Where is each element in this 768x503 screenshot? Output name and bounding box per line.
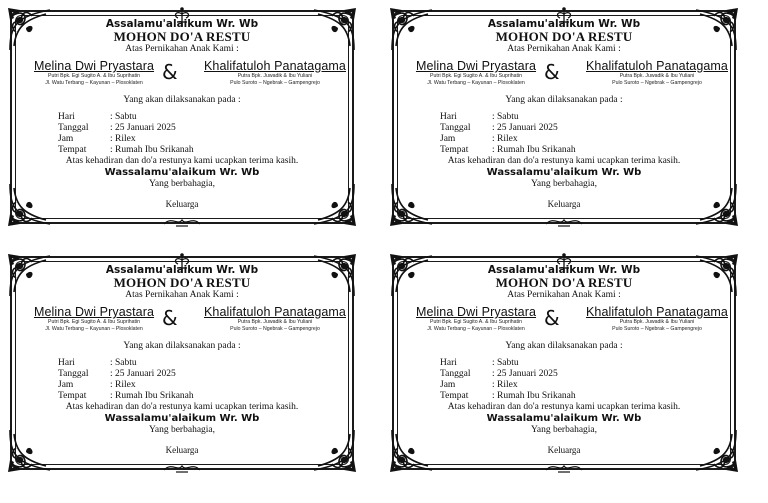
- groom-parents: Putra Bpk. Juwadik & Ibu Yuliani: [237, 319, 313, 325]
- held-text: Yang akan dilaksanakan pada :: [123, 95, 241, 105]
- held-text: Yang akan dilaksanakan pada :: [123, 341, 241, 351]
- ampersand: &: [162, 306, 178, 330]
- bride-block: [24, 59, 164, 87]
- card-content: [388, 264, 740, 474]
- detail-row: [440, 369, 740, 380]
- detail-row: [58, 123, 358, 134]
- closing-greeting: Wassalamu'alaikum Wr. Wb: [486, 413, 642, 424]
- invitation-card: [388, 6, 740, 228]
- detail-row: [58, 134, 358, 145]
- ampersand: &: [162, 60, 178, 84]
- groom-address: Pulo Suroto – Ngebrak – Gampengrejo: [612, 80, 702, 86]
- detail-label: Hari: [58, 112, 75, 122]
- card-subtitle: Atas Pernikahan Anak Kami :: [507, 44, 621, 54]
- detail-label: Tempat: [440, 145, 469, 155]
- detail-value: : 25 Januari 2025: [110, 369, 176, 379]
- family-signature: Keluarga: [165, 445, 199, 455]
- bride-address: Jl. Watu Terbang – Kayunan – Plosoklaten: [45, 326, 143, 332]
- greeting: Assalamu'alaikum Wr. Wb: [487, 18, 641, 30]
- card-title: MOHON DO'A RESTU: [495, 275, 633, 290]
- closing-greeting: Wassalamu'alaikum Wr. Wb: [486, 167, 642, 178]
- groom-block: [582, 305, 732, 333]
- groom-address: Pulo Suroto – Ngebrak – Gampengrejo: [230, 80, 320, 86]
- ampersand: &: [544, 60, 560, 84]
- family-signature: Keluarga: [547, 445, 581, 455]
- detail-row: [440, 380, 740, 391]
- event-details: [58, 358, 358, 402]
- closing-text: Atas kehadiran dan do'a restunya kami ucapkan terima kasih.: [65, 156, 299, 166]
- groom-parents: Putra Bpk. Juwadik & Ibu Yuliani: [237, 73, 313, 79]
- groom-address: Pulo Suroto – Ngebrak – Gampengrejo: [612, 326, 702, 332]
- detail-value: : Rilex: [110, 380, 136, 390]
- detail-row: [440, 358, 740, 369]
- detail-row: [440, 134, 740, 145]
- closing-text: Atas kehadiran dan do'a restunya kami ucapkan terima kasih.: [65, 402, 299, 412]
- card-subtitle: Atas Pernikahan Anak Kami :: [507, 290, 621, 300]
- couple-names: [6, 303, 358, 339]
- detail-label: Hari: [440, 112, 457, 122]
- detail-label: Hari: [58, 358, 75, 368]
- signoff-text: Yang berbahagia,: [148, 179, 216, 189]
- detail-value: : Rumah Ibu Srikanah: [110, 391, 194, 401]
- groom-parents: Putra Bpk. Juwadik & Ibu Yuliani: [619, 319, 695, 325]
- card-subtitle: Atas Pernikahan Anak Kami :: [125, 44, 239, 54]
- family-signature: Keluarga: [165, 199, 199, 209]
- bride-address: Jl. Watu Terbang – Kayunan – Plosoklaten: [427, 326, 525, 332]
- groom-name: Khalifatuloh Panatagama: [204, 305, 346, 319]
- detail-value: : Rilex: [492, 134, 518, 144]
- detail-label: Tanggal: [58, 369, 89, 379]
- bride-name: Melina Dwi Pryastara: [415, 59, 537, 73]
- detail-label: Jam: [58, 134, 74, 144]
- signoff-text: Yang berbahagia,: [530, 179, 598, 189]
- closing-greeting: Wassalamu'alaikum Wr. Wb: [104, 413, 260, 424]
- couple-names: [6, 57, 358, 93]
- groom-name: Khalifatuloh Panatagama: [586, 305, 728, 319]
- groom-block: [200, 59, 350, 87]
- detail-value: : Sabtu: [110, 358, 137, 368]
- detail-value: : 25 Januari 2025: [492, 369, 558, 379]
- couple-names: [388, 303, 740, 339]
- detail-label: Tanggal: [440, 369, 471, 379]
- card-title: MOHON DO'A RESTU: [495, 29, 633, 44]
- closing-text: Atas kehadiran dan do'a restunya kami ucapkan terima kasih.: [447, 402, 681, 412]
- detail-value: : Sabtu: [492, 112, 519, 122]
- signoff-text: Yang berbahagia,: [530, 425, 598, 435]
- bride-block: [406, 305, 546, 333]
- detail-value: : Sabtu: [110, 112, 137, 122]
- bride-address: Jl. Watu Terbang – Kayunan – Plosoklaten: [427, 80, 525, 86]
- card-content: [388, 18, 740, 228]
- bride-name: Melina Dwi Pryastara: [33, 59, 155, 73]
- bride-parents: Putri Bpk. Egi Sugito A. & Ibu Suprihatin: [48, 73, 140, 79]
- bride-name: Melina Dwi Pryastara: [415, 305, 537, 319]
- bride-block: [24, 305, 164, 333]
- groom-parents: Putra Bpk. Juwadik & Ibu Yuliani: [619, 73, 695, 79]
- detail-row: [440, 123, 740, 134]
- detail-row: [58, 145, 358, 156]
- invitation-card: [6, 252, 358, 474]
- detail-row: [440, 391, 740, 402]
- detail-label: Tanggal: [440, 123, 471, 133]
- bride-parents: Putri Bpk. Egi Sugito A. & Ibu Suprihatin: [430, 319, 522, 325]
- detail-label: Hari: [440, 358, 457, 368]
- detail-row: [58, 112, 358, 123]
- detail-row: [58, 380, 358, 391]
- bride-parents: Putri Bpk. Egi Sugito A. & Ibu Suprihatin: [430, 73, 522, 79]
- groom-address: Pulo Suroto – Ngebrak – Gampengrejo: [230, 326, 320, 332]
- held-text: Yang akan dilaksanakan pada :: [505, 95, 623, 105]
- detail-value: : Rilex: [492, 380, 518, 390]
- detail-value: : Rumah Ibu Srikanah: [110, 145, 194, 155]
- detail-label: Tempat: [440, 391, 469, 401]
- couple-names: [388, 57, 740, 93]
- bride-block: [406, 59, 546, 87]
- closing-text: Atas kehadiran dan do'a restunya kami ucapkan terima kasih.: [447, 156, 681, 166]
- held-text: Yang akan dilaksanakan pada :: [505, 341, 623, 351]
- family-signature: Keluarga: [547, 199, 581, 209]
- detail-row: [440, 112, 740, 123]
- greeting: Assalamu'alaikum Wr. Wb: [487, 264, 641, 276]
- card-content: [6, 264, 358, 474]
- detail-value: : 25 Januari 2025: [110, 123, 176, 133]
- detail-label: Jam: [440, 380, 456, 390]
- detail-value: : Rilex: [110, 134, 136, 144]
- groom-block: [582, 59, 732, 87]
- detail-label: Tanggal: [58, 123, 89, 133]
- detail-label: Jam: [440, 134, 456, 144]
- invitation-card: [388, 252, 740, 474]
- greeting: Assalamu'alaikum Wr. Wb: [105, 264, 259, 276]
- invitation-card: [6, 6, 358, 228]
- greeting: Assalamu'alaikum Wr. Wb: [105, 18, 259, 30]
- signoff-text: Yang berbahagia,: [148, 425, 216, 435]
- detail-label: Jam: [58, 380, 74, 390]
- groom-block: [200, 305, 350, 333]
- detail-value: : Rumah Ibu Srikanah: [492, 145, 576, 155]
- card-subtitle: Atas Pernikahan Anak Kami :: [125, 290, 239, 300]
- card-title: MOHON DO'A RESTU: [113, 275, 251, 290]
- event-details: [440, 358, 740, 402]
- card-content: [6, 18, 358, 228]
- event-details: [440, 112, 740, 156]
- ampersand: &: [544, 306, 560, 330]
- bride-name: Melina Dwi Pryastara: [33, 305, 155, 319]
- detail-row: [58, 358, 358, 369]
- detail-row: [58, 391, 358, 402]
- groom-name: Khalifatuloh Panatagama: [204, 59, 346, 73]
- detail-label: Tempat: [58, 145, 87, 155]
- detail-row: [58, 369, 358, 380]
- detail-label: Tempat: [58, 391, 87, 401]
- groom-name: Khalifatuloh Panatagama: [586, 59, 728, 73]
- event-details: [58, 112, 358, 156]
- detail-value: : Sabtu: [492, 358, 519, 368]
- bride-parents: Putri Bpk. Egi Sugito A. & Ibu Suprihatin: [48, 319, 140, 325]
- detail-value: : 25 Januari 2025: [492, 123, 558, 133]
- closing-greeting: Wassalamu'alaikum Wr. Wb: [104, 167, 260, 178]
- bride-address: Jl. Watu Terbang – Kayunan – Plosoklaten: [45, 80, 143, 86]
- detail-value: : Rumah Ibu Srikanah: [492, 391, 576, 401]
- card-title: MOHON DO'A RESTU: [113, 29, 251, 44]
- detail-row: [440, 145, 740, 156]
